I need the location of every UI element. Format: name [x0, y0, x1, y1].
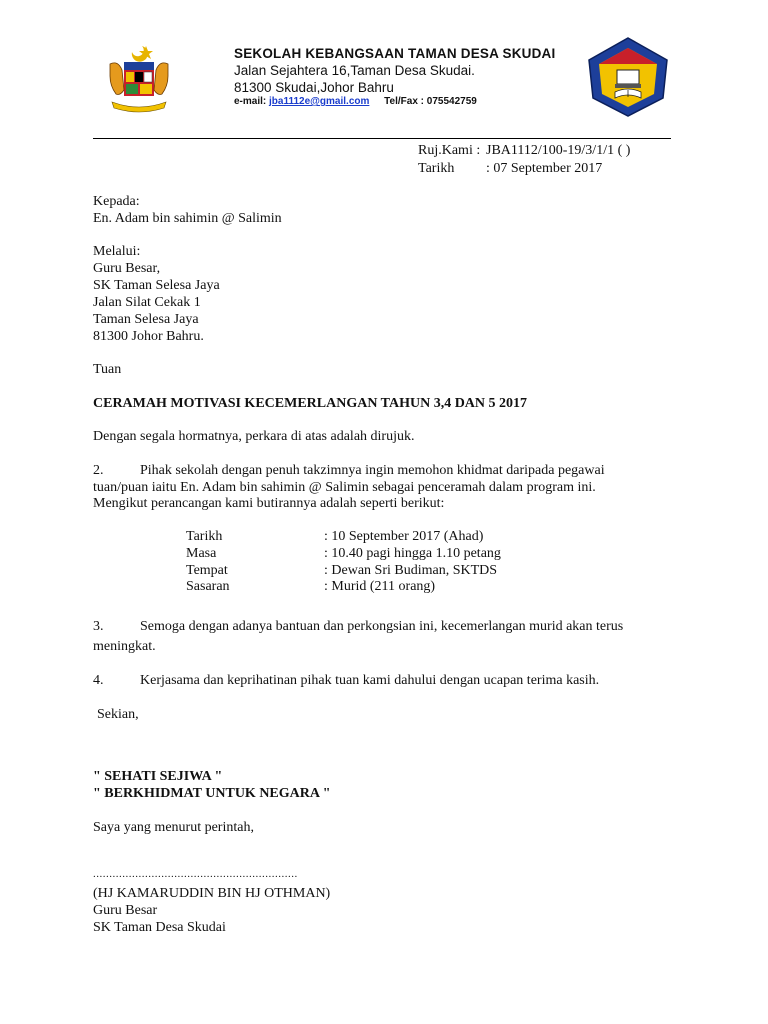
sekian: Sekian,: [97, 707, 139, 722]
via-line: 81300 Johor Bahru.: [93, 329, 204, 344]
detail-row: [186, 545, 566, 562]
closing-phrase: Saya yang menurut perintah,: [93, 820, 254, 835]
detail-row: [186, 528, 566, 545]
paragraph-text: Pihak sekolah dengan penuh takzimnya ingin memohon khidmat daripada pegawai: [140, 463, 605, 478]
date-row: [418, 160, 602, 177]
school-contact: [234, 96, 477, 107]
paragraph-number: 2.: [93, 463, 104, 478]
signature-line: ...............................................................: [93, 868, 298, 880]
via-line: Guru Besar,: [93, 261, 161, 276]
detail-value: : 10 September 2017 (Ahad): [324, 529, 484, 544]
motto-line2: " BERKHIDMAT UNTUK NEGARA ": [93, 786, 331, 801]
date-value: : 07 September 2017: [486, 161, 603, 176]
school-name: SEKOLAH KEBANGSAAN TAMAN DESA SKUDAI: [234, 46, 556, 61]
detail-key: Tarikh: [186, 529, 223, 544]
tel-value: 075542759: [426, 96, 477, 107]
recipient-name: En. Adam bin sahimin @ Salimin: [93, 211, 282, 226]
kepada-label: Kepada:: [93, 194, 140, 209]
coat-of-arms-logo: [106, 42, 172, 120]
detail-value: : Dewan Sri Budiman, SKTDS: [324, 563, 498, 578]
paragraph-3-line2: meningkat.: [93, 639, 156, 654]
school-address-line2: 81300 Skudai,Johor Bahru: [234, 80, 394, 95]
signatory-title: Guru Besar: [93, 903, 158, 918]
paragraph-4-line1: [93, 672, 599, 689]
school-address-line1: Jalan Sejahtera 16,Taman Desa Skudai.: [234, 63, 475, 78]
paragraph-2-line3: Mengikut perancangan kami butirannya adalah seperti berikut:: [93, 496, 445, 511]
letter-subject: CERAMAH MOTIVASI KECEMERLANGAN TAHUN 3,4 DAN 5 2017: [93, 396, 528, 411]
email-label: e-mail:: [234, 96, 267, 107]
via-line: SK Taman Selesa Jaya: [93, 278, 220, 293]
reference-label: Ruj.Kami :: [418, 143, 481, 158]
paragraph-2-line2: tuan/puan iaitu En. Adam bin sahimin @ Salimin sebagai penceramah dalam program ini.: [93, 480, 596, 495]
date-label: Tarikh: [418, 161, 455, 176]
paragraph-2-line1: [93, 462, 605, 479]
via-line: Jalan Silat Cekak 1: [93, 295, 201, 310]
signatory-school: SK Taman Desa Skudai: [93, 920, 226, 935]
detail-value: : 10.40 pagi hingga 1.10 petang: [324, 546, 501, 561]
paragraph-text: Kerjasama dan keprihatinan pihak tuan kami dahului dengan ucapan terima kasih.: [140, 673, 600, 688]
school-crest-icon: [587, 36, 669, 118]
detail-value: : Murid (211 orang): [324, 579, 436, 594]
paragraph-number: 3.: [93, 619, 104, 634]
detail-key: Tempat: [186, 563, 228, 578]
salutation: Tuan: [93, 362, 122, 377]
paragraph-3-line1: [93, 618, 623, 635]
reference-value: JBA1112/100-19/3/1/1 ( ): [486, 143, 631, 158]
school-crest-logo: [587, 36, 669, 118]
detail-key: Sasaran: [186, 579, 230, 594]
paragraph-text: Semoga dengan adanya bantuan dan perkongsian ini, kecemerlangan murid akan terus: [140, 619, 624, 634]
detail-row: [186, 562, 566, 579]
reference-row: [418, 142, 630, 159]
intro-paragraph: Dengan segala hormatnya, perkara di atas adalah dirujuk.: [93, 429, 415, 444]
detail-row: [186, 578, 566, 595]
email-link[interactable]: jba1112e@gmail.com: [269, 96, 370, 107]
detail-key: Masa: [186, 546, 217, 561]
malaysia-coat-of-arms-icon: [106, 42, 172, 120]
signatory-name: (HJ KAMARUDDIN BIN HJ OTHMAN): [93, 886, 331, 901]
via-line: Taman Selesa Jaya: [93, 312, 199, 327]
tel-label: Tel/Fax :: [384, 96, 424, 107]
motto-line1: " SEHATI SEJIWA ": [93, 769, 223, 784]
melalui-label: Melalui:: [93, 244, 141, 259]
header-divider: [93, 138, 671, 139]
paragraph-number: 4.: [93, 673, 104, 688]
